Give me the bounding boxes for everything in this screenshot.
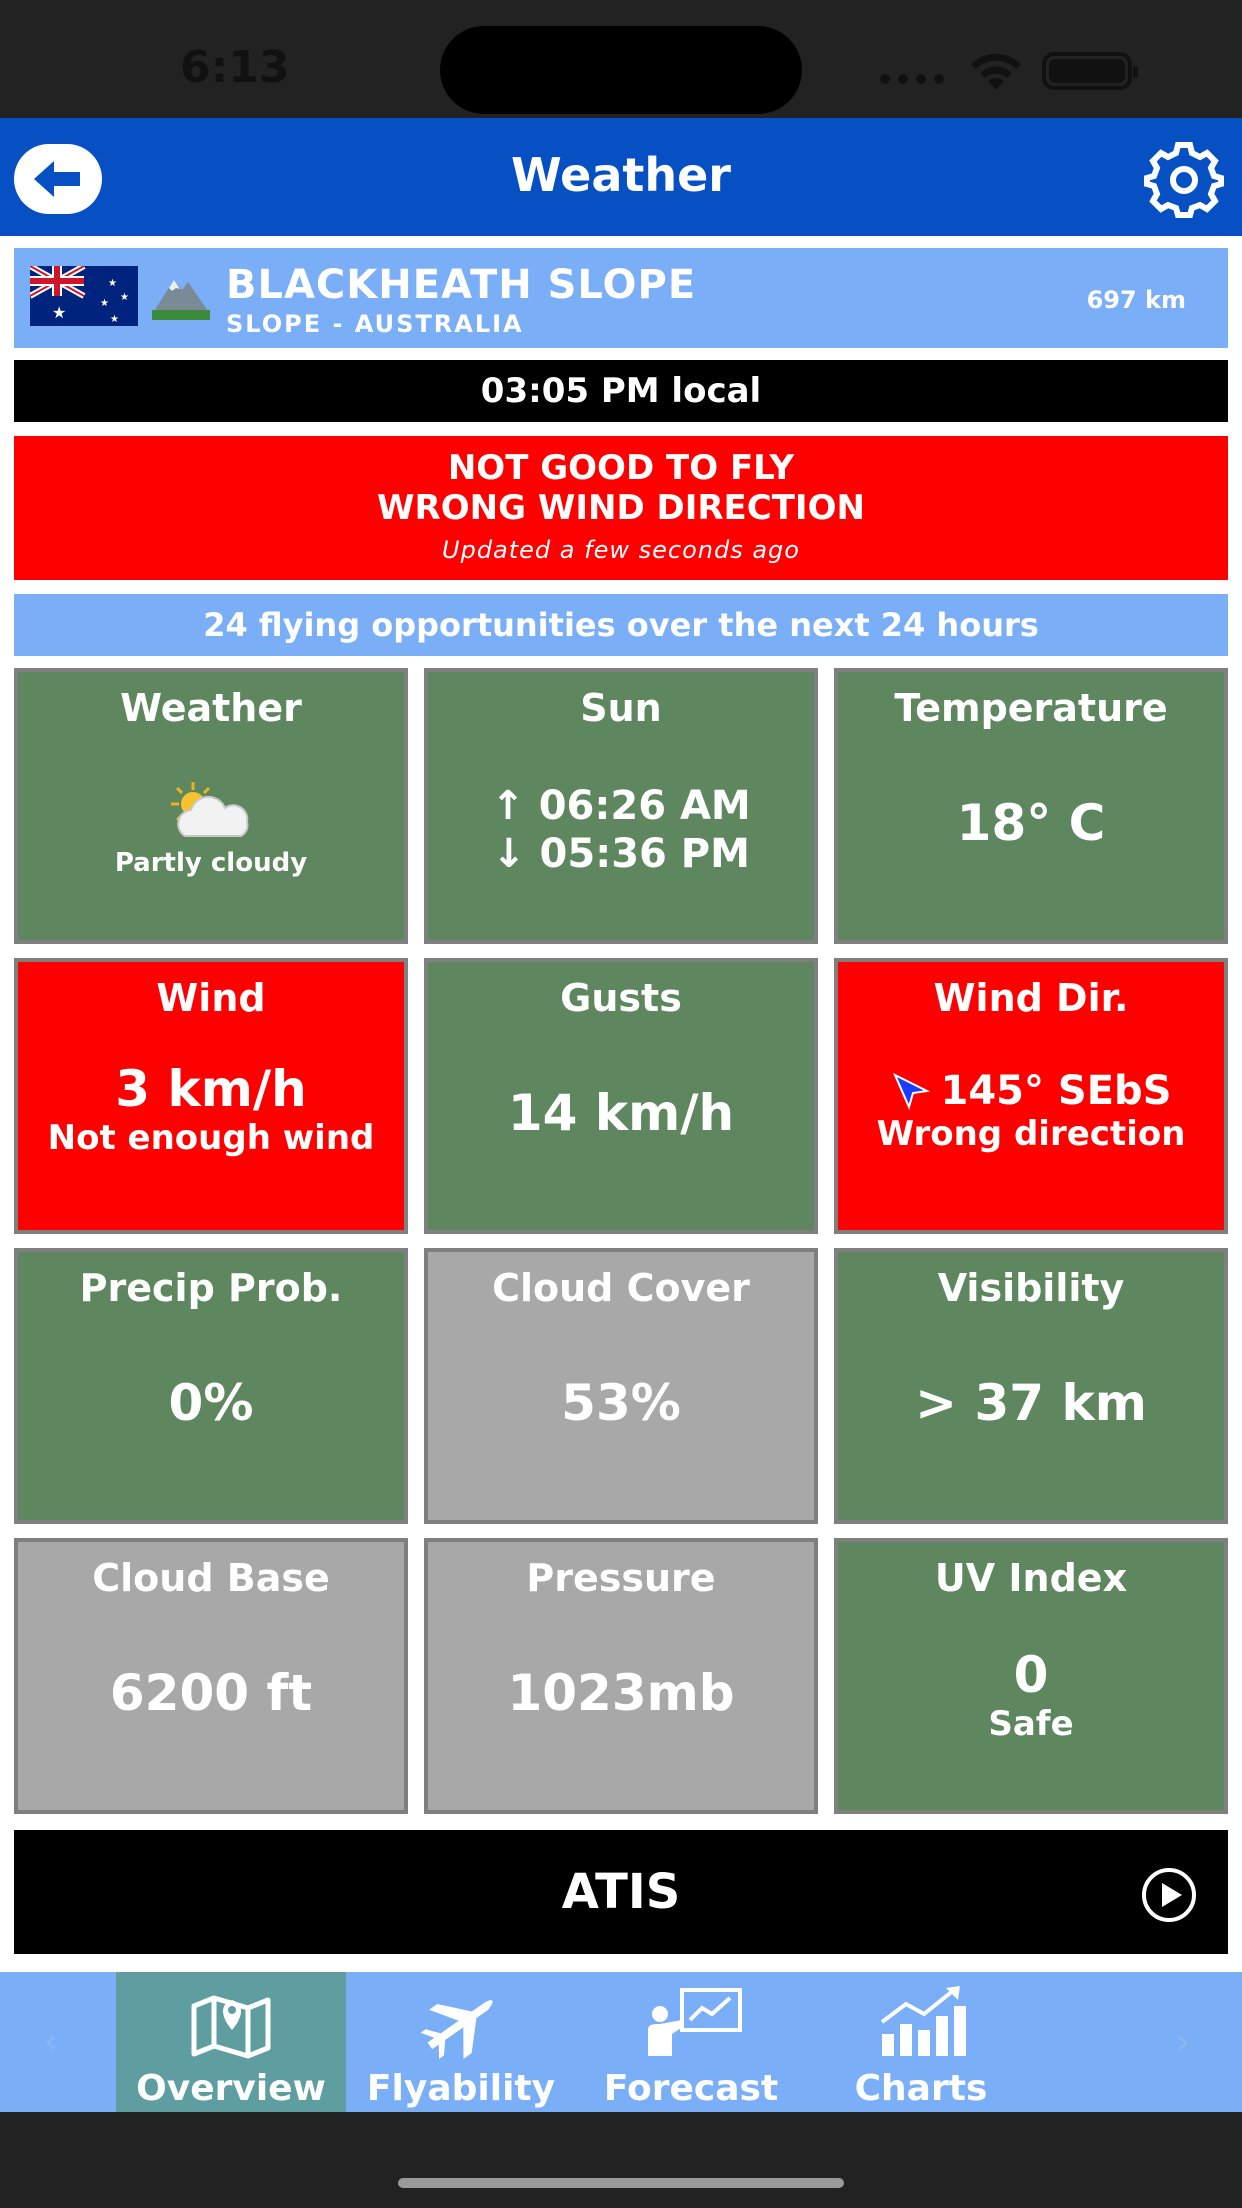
bottom-tab-bar bbox=[0, 1972, 1242, 2112]
tile-title: Gusts bbox=[560, 976, 682, 1020]
uv-index-value: 0 bbox=[1013, 1646, 1049, 1704]
presenter-chart-icon bbox=[576, 1982, 806, 2062]
temperature-value: 18° C bbox=[956, 794, 1106, 852]
svg-text:★: ★ bbox=[120, 292, 129, 303]
status-headline: NOT GOOD TO FLY bbox=[447, 448, 795, 488]
svg-text:★: ★ bbox=[108, 278, 117, 289]
wind-direction-row bbox=[838, 1068, 1224, 1114]
precip-value: 0% bbox=[168, 1374, 254, 1432]
wind-direction-value: 145° SEbS bbox=[940, 1068, 1172, 1114]
arrow-down-icon: ↓ bbox=[492, 831, 540, 877]
tile-title: Cloud Cover bbox=[492, 1266, 750, 1310]
gusts-tile[interactable] bbox=[424, 958, 818, 1234]
gusts-value: 14 km/h bbox=[507, 1084, 735, 1142]
tab-label: Overview bbox=[136, 2068, 326, 2109]
status-time: 6:13 bbox=[180, 42, 290, 93]
tile-title: Precip Prob. bbox=[79, 1266, 343, 1310]
svg-text:★: ★ bbox=[100, 298, 109, 309]
cloud-base-value: 6200 ft bbox=[109, 1664, 313, 1722]
map-pin-icon bbox=[116, 1982, 346, 2062]
weather-condition: Partly cloudy bbox=[114, 848, 308, 878]
mountain-icon bbox=[152, 272, 210, 320]
tile-title: Weather bbox=[120, 686, 302, 730]
wind-direction-note: Wrong direction bbox=[876, 1114, 1186, 1154]
tile-title: Pressure bbox=[526, 1556, 716, 1600]
bar-chart-icon bbox=[806, 1982, 1036, 2062]
cloud-cover-value: 53% bbox=[561, 1374, 681, 1432]
status-reason: WRONG WIND DIRECTION bbox=[377, 488, 865, 528]
precip-tile[interactable] bbox=[14, 1248, 408, 1524]
site-header[interactable] bbox=[14, 248, 1228, 348]
tab-overview[interactable] bbox=[116, 1972, 346, 2112]
chevron-left-icon[interactable]: ‹ bbox=[44, 2022, 58, 2062]
main-content bbox=[0, 236, 1242, 1972]
site-distance: 697 km bbox=[1086, 286, 1186, 314]
pressure-tile[interactable] bbox=[424, 1538, 818, 1814]
cellular-signal-icon bbox=[880, 74, 944, 84]
partly-cloudy-icon bbox=[161, 780, 261, 842]
wind-direction-arrow-icon bbox=[891, 1071, 931, 1111]
weather-tile[interactable] bbox=[14, 668, 408, 944]
tile-title: Wind Dir. bbox=[933, 976, 1129, 1020]
sunrise-row bbox=[428, 782, 814, 830]
wind-direction-tile[interactable] bbox=[834, 958, 1228, 1234]
nav-bar bbox=[0, 118, 1242, 236]
airplane-icon bbox=[346, 1982, 576, 2062]
visibility-value: > 37 km bbox=[915, 1374, 1147, 1432]
svg-text:★: ★ bbox=[110, 314, 119, 325]
cloud-cover-tile[interactable] bbox=[424, 1248, 818, 1524]
australia-flag-icon bbox=[30, 266, 138, 326]
tile-title: Sun bbox=[580, 686, 662, 730]
tile-title: Cloud Base bbox=[92, 1556, 330, 1600]
dynamic-island bbox=[440, 26, 802, 114]
tab-label: Forecast bbox=[603, 2068, 779, 2109]
page-title: Weather bbox=[511, 148, 731, 202]
site-subtitle: SLOPE - AUSTRALIA bbox=[226, 310, 524, 338]
settings-gear-icon[interactable] bbox=[1142, 138, 1226, 222]
wind-speed-value: 3 km/h bbox=[115, 1060, 307, 1118]
arrow-up-icon: ↑ bbox=[491, 783, 539, 829]
uv-index-note: Safe bbox=[988, 1704, 1074, 1744]
sunset-time: 05:36 PM bbox=[539, 831, 750, 877]
svg-text:★: ★ bbox=[52, 303, 67, 322]
tab-label: Flyability bbox=[366, 2068, 556, 2109]
battery-icon bbox=[1042, 52, 1132, 90]
tile-title: UV Index bbox=[934, 1556, 1128, 1600]
uv-index-tile[interactable] bbox=[834, 1538, 1228, 1814]
visibility-tile[interactable] bbox=[834, 1248, 1228, 1524]
flying-opportunities[interactable]: 24 flying opportunities over the next 24 hours bbox=[14, 594, 1228, 656]
tab-forecast[interactable] bbox=[576, 1972, 806, 2112]
status-updated: Updated a few seconds ago bbox=[442, 536, 800, 564]
atis-button[interactable] bbox=[14, 1830, 1228, 1954]
local-time: 03:05 PM local bbox=[14, 360, 1228, 422]
chevron-right-icon[interactable]: › bbox=[1176, 2022, 1190, 2062]
cloud-base-tile[interactable] bbox=[14, 1538, 408, 1814]
home-indicator bbox=[398, 2178, 844, 2188]
tile-title: Wind bbox=[156, 976, 266, 1020]
tile-title: Visibility bbox=[937, 1266, 1125, 1310]
tile-title: Temperature bbox=[894, 686, 1168, 730]
sun-tile[interactable] bbox=[424, 668, 818, 944]
wifi-icon bbox=[966, 50, 1026, 92]
flyability-status-banner bbox=[14, 436, 1228, 580]
tab-label: Charts bbox=[854, 2068, 988, 2109]
temperature-tile[interactable] bbox=[834, 668, 1228, 944]
wind-note: Not enough wind bbox=[47, 1118, 375, 1158]
site-name: BLACKHEATH SLOPE bbox=[226, 262, 697, 308]
atis-label: ATIS bbox=[561, 1864, 681, 1920]
play-icon bbox=[1140, 1866, 1198, 1924]
status-bar bbox=[0, 0, 1242, 118]
tab-flyability[interactable] bbox=[346, 1972, 576, 2112]
wind-tile[interactable] bbox=[14, 958, 408, 1234]
pressure-value: 1023mb bbox=[507, 1664, 735, 1722]
sunset-row bbox=[428, 830, 814, 878]
tab-charts[interactable] bbox=[806, 1972, 1036, 2112]
sunrise-time: 06:26 AM bbox=[538, 783, 751, 829]
